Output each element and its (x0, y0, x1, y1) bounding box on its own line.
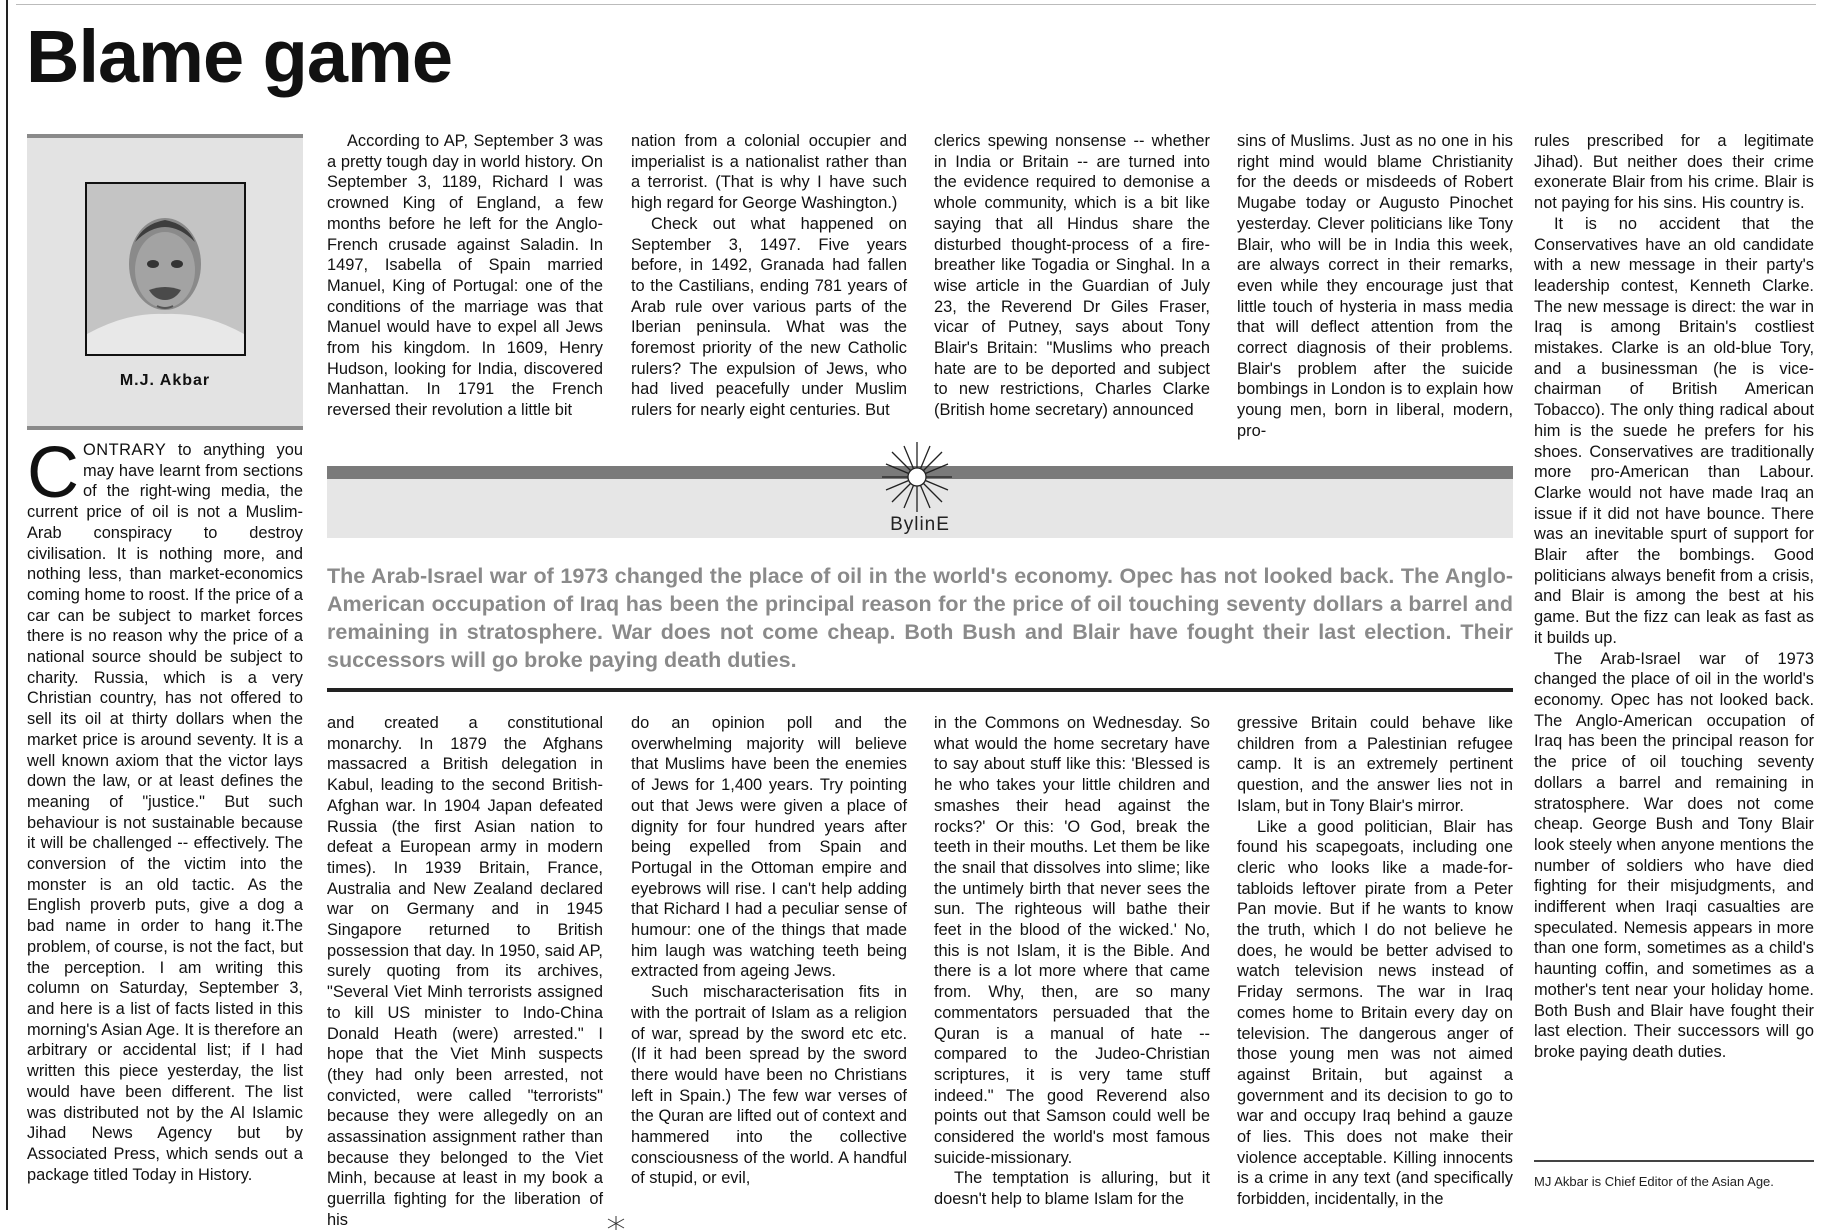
author-footnote: MJ Akbar is Chief Editor of the Asian Age. (1534, 1174, 1774, 1189)
drop-cap: C (27, 433, 79, 513)
column-3-bottom (631, 713, 907, 1189)
paragraph: rules prescribed for a legitimate Jihad). But neither does their crime exonerate Blair from his crime. Blair is not paying for his sins. His country is. (1534, 132, 1814, 213)
lead-caps: ONTRARY (83, 441, 167, 459)
paragraph: The Arab-Israel war of 1973 changed the place of oil in the world's economy. Opec has not looked back. The Anglo-American occupation of Iraq has been the principal reason for the price of oil touching seventy dollars a barrel and remaining in stratosphere. War does not come cheap. George Bush and Tony Blair look steely when anyone mentions the number of soldiers who have died fighting for their misjudgments, and indifferent when Iraqi casualties are speculated. Nemesis appears in more than one form, sometimes as a child's haunting coffin, and sometimes as a mother's tent near your holiday home. Both Bush and Blair have fought their last election. Their successors will go broke paying death duties. (1534, 649, 1814, 1061)
left-margin-rule (6, 0, 8, 1210)
column-4-top (934, 131, 1210, 421)
author-profile-box (27, 134, 303, 430)
paragraph: Like a good politician, Blair has found his scapegoats, including one cleric who looks like a made-for-tabloids leftover pirate from a Peter Pan movie. But if he wants to know the truth, which I do not believe he does, he would be better advised to watch television news instead of Friday sermons. The war in Iraq comes home to Britain every day on television. The dangerous anger of those young men was not aimed against Britain, but against a government and its decision to go to war and occupy Iraq behind a gauze of lies. This does not make their violence acceptable. Killing innocents is a crime in any text (and specifically forbidden, incidentally, in the (1237, 817, 1513, 1209)
paragraph: and created a constitutional monarchy. In 1879 the Afghans massacred a British delegation in Kabul, leading to the second British-Afghan war. In 1904 Japan defeated Russia (the first Asian nation to defeat a European army in modern times). In 1939 Britain, France, Australia and New Zealand declared war on Germany and in 1945 Singapore returned to British possession that day. In 1950, said AP, surely quoting from its archives, "Several Viet Minh terrorists assigned to kill US minister to Indo-China Donald Heath (were) arrested." I hope that the Viet Minh suspects (they had only been arrested, not convicted, were called "terrorists" because they were allegedly on an assassination assignment rather than because they belonged to the Viet Minh, because at least in my book a guerrilla fighting for the liberation of his (327, 714, 603, 1229)
paragraph: It is no accident that the Conservatives have an old candidate with a new message in their party's leadership contest, Kenneth Clarke. The new message is direct: the war in Iraq is among Britain's costliest mistakes. Clarke is an old-blue Tory, and a businessman (he is vice-chairman of British American Tobacco). The only thing radical about him is the suede he prefers for his shoes. Conservatives are traditionally more pro-American than Labour. Clarke would not have made Iraq an issue if it did not have bounce. There was an inevitable spurt of support for Blair after the bombings. Good politicians always benefit from a crisis, and Blair is among the best at his game. But the fizz can leak as fast as it builds up. (1534, 214, 1814, 647)
paragraph: According to AP, September 3 was a pretty tough day in world history. On September 3, 1189, Richard I was crowned King of England, a few months before he left for the Anglo-French crusade against Saladin. In 1497, Isabella of Spain married Manuel, King of Portugal: one of the conditions of the marriage was that Manuel would have to expel all Jews from his kingdom. In 1609, Henry Hudson, looking for India, discovered Manhattan. In 1791 the French reversed their revolution a little bit (327, 132, 603, 420)
column-5-top (1237, 131, 1513, 442)
paragraph: Such mischaracterisation fits in with the portrait of Islam as a religion of war, spread by the sword etc etc. (If it had been spread by the sword there would have been no Christians left in Spain.) The few war verses of the Quran are lifted out of context and hammered into the collective consciousness of the world. A handful of stupid, or evil, (631, 983, 907, 1188)
column-1-text: to anything you may have learnt from sections of the right-wing media, the current price of oil is not a Muslim-Arab conspiracy to destroy civilisation. It is nothing more, and nothing less, than market-economics coming home to roost. If the price of a car can be subject to market forces there is no reason why the price of a national source should be subject to charity. Russia, which is a very Christian country, has not offered to sell its oil at thirty dollars when the market price is around seventy. It is a well known axiom that the victor lays down the law, or at least defines the meaning of "justice." But such behaviour is not sustainable because it will be challenged -- effectively. The conversion of the victim into the monster is an old tactic. As the English proverb puts, give a dog a bad name in order to hang it.The problem, of course, is not the fact, but the perception. I am writing this column on Saturday, September 3, and here is a list of facts listed in this morning's Asian Age. It is therefore an arbitrary or accidental list; if I had written this piece yesterday, the list would have been different. The list was distributed not by the Al Islamic Jihad News Agency but by Associated Press, which sends out a package titled Today in History. (27, 441, 303, 1184)
byline-label: BylinE (890, 514, 950, 535)
paragraph: Check out what happened on September 3, 1497. Five years before, in 1492, Granada had fallen to the Castilians, ending 781 years of Arab rule over various parts of the Iberian peninsula. What was the foremost priority of the new Catholic rulers? The expulsion of Jews, who had lived peacefully under Muslim rulers for nearly eight centuries. But (631, 214, 907, 420)
paragraph: nation from a colonial occupier and imperialist is a nationalist rather than a terrorist. (That is why I have such high regard for George Washington.) (631, 132, 907, 213)
paragraph: The temptation is alluring, but it doesn't help to blame Islam for the (934, 1169, 1210, 1209)
bottom-star-icon (606, 1216, 626, 1230)
column-1 (27, 433, 303, 1185)
lead-paragraph (27, 433, 303, 1185)
column-2-top (327, 131, 603, 421)
footnote-rule (1534, 1160, 1814, 1162)
pull-quote: The Arab-Israel war of 1973 changed the place of oil in the world's economy. Opec has not looked back. The Anglo-American occupation of Iraq has been the principal reason for the price of oil touching seventy dollars a barrel and remaining in stratosphere. War does not come cheap. Both Bush and Blair have fought their last election. Their successors will go broke paying death duties. (327, 564, 1513, 672)
paragraph: gressive Britain could behave like children from a Palestinian refugee camp. It is an extremely pertinent question, and the answer lies not in Islam, but in Tony Blair's mirror. (1237, 714, 1513, 815)
column-4-bottom (934, 713, 1210, 1210)
column-6 (1534, 131, 1814, 1063)
column-3-top (631, 131, 907, 421)
author-name: M.J. Akbar (119, 372, 211, 389)
pull-quote-rule (327, 688, 1513, 692)
paragraph: do an opinion poll and the overwhelming majority will believe that Muslims have been the enemies of Jews for 1,400 years. Try pointing out that Jews were given a place of dignity for four hundred years after being expelled from Spain and Portugal in the Ottoman empire and eyebrows will rise. I can't help adding that Richard I had a peculiar sense of humour: one of the things that made him laugh was watching teeth being extracted from ageing Jews. (631, 714, 907, 981)
paragraph: in the Commons on Wednesday. So what would the home secretary have to say about stuff like this: 'Blessed is he who takes your little children and smashes their head against the rocks?' Or this: 'O God, break the teeth in their mouths. Let them be like the snail that dissolves into slime; like the untimely birth that never sees the sun. The righteous will bathe their feet in the blood of the wicked.' No, this is not Islam, it is the Bible. And there is a lot more where that came from. Why, then, are so many commentators persuaded that the Quran is a manual of hate -- compared to the Judeo-Christian scriptures, it is very tame stuff indeed." The good Reverend also points out that Samson could well be considered the world's most famous suicide-missionary. (934, 714, 1210, 1167)
headline: Blame game (26, 15, 452, 98)
paragraph: clerics spewing nonsense -- whether in India or Britain -- are turned into the evidence required to demonise a whole community, which is a bit like saying that all Hindus share the disturbed thought-process of a fire-breather like Togadia or Singhal. In a wise article in the Guardian of July 23, the Reverend Dr Giles Fraser, vicar of Putney, says about Tony Blair's Britain: "Muslims who preach hate are to be deported and subject to new restrictions, Charles Clarke (British home secretary) announced (934, 132, 1210, 420)
column-2-bottom (327, 713, 603, 1231)
paragraph: sins of Muslims. Just as no one in his right mind would blame Christianity for the deeds or misdeeds of Robert Mugabe today or Augusto Pinochet yesterday. Clever politicians like Tony Blair, who will be in India this week, are always correct in their remarks, even while they encourage just that little touch of hysteria in mass media that will deflect attention from the correct diagnosis of their problems. Blair's problem after the suicide bombings in London is to explain how young men, born in liberal, modern, pro- (1237, 132, 1513, 440)
column-5-bottom (1237, 713, 1513, 1210)
starburst-icon (880, 440, 954, 514)
top-rule (16, 4, 1816, 5)
author-photo (85, 182, 246, 356)
